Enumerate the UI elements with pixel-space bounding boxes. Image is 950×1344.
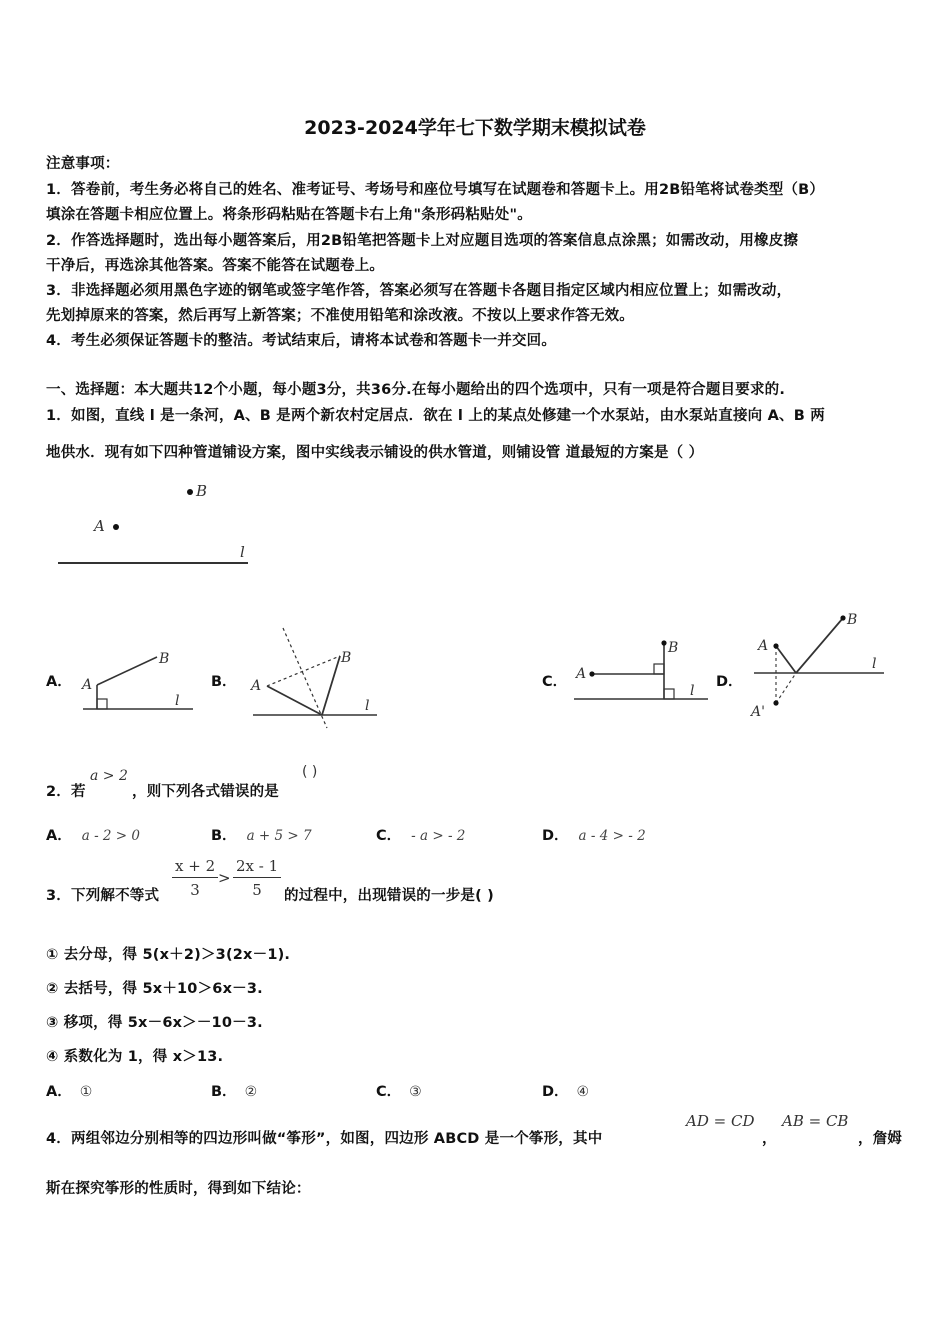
notice-heading: 注意事项： bbox=[46, 156, 120, 172]
notice-line: 2．作答选择题时，选出每小题答案后，用2B铅笔把答题卡上对应题目选项的答案信息点涂黑；如需改动，用橡皮擦 bbox=[46, 233, 799, 249]
svg-text:B: B bbox=[341, 650, 352, 666]
svg-text:A: A bbox=[82, 677, 93, 693]
svg-text:l: l bbox=[872, 656, 877, 672]
option-label: A． bbox=[46, 828, 72, 844]
q3-fraction-left bbox=[172, 857, 218, 899]
option-label: C． bbox=[376, 828, 402, 844]
fraction-numerator: x + 2 bbox=[172, 857, 218, 878]
option-label: C． bbox=[376, 1084, 402, 1100]
q4-text-line2: 斯在探究筝形的性质时，得到如下结论： bbox=[46, 1181, 311, 1197]
fraction-denominator: 3 bbox=[190, 881, 200, 899]
label-b: B bbox=[196, 482, 208, 500]
q2-option-a bbox=[46, 824, 140, 845]
fraction-denominator: 5 bbox=[252, 881, 262, 899]
option-label: D． bbox=[542, 1084, 569, 1100]
q4-comma: ， bbox=[762, 1131, 777, 1147]
option-value: a + 5 > 7 bbox=[246, 828, 312, 844]
q1-option-b-label: B． bbox=[211, 674, 237, 690]
svg-text:l: l bbox=[175, 693, 180, 709]
q2-option-b bbox=[211, 824, 312, 845]
q3-suffix: 的过程中，出现错误的一步是( ) bbox=[284, 888, 495, 904]
notice-line: 先划掉原来的答案，然后再写上新答案；不准使用铅笔和涂改液。不按以上要求作答无效。 bbox=[46, 308, 634, 324]
svg-text:A: A bbox=[758, 638, 769, 654]
option-label: D． bbox=[542, 828, 569, 844]
notice-line: 1．答卷前，考生务必将自己的姓名、准考证号、考场号和座位号填写在试题卷和答题卡上。用2B铅笔将试卷类型（B） bbox=[46, 182, 825, 198]
label-l: l bbox=[240, 543, 245, 561]
page-title: 2023-2024学年七下数学期末模拟试卷 bbox=[304, 117, 646, 139]
q1-option-d-label: D． bbox=[716, 674, 743, 690]
svg-text:B: B bbox=[847, 612, 858, 628]
q1-main-figure bbox=[50, 475, 260, 575]
svg-text:A: A bbox=[251, 678, 262, 694]
svg-text:l: l bbox=[365, 698, 370, 714]
q3-option-b bbox=[211, 1080, 257, 1101]
q2-suffix: ，则下列各式错误的是 bbox=[132, 784, 279, 800]
q3-step-3: ③ 移项，得 5x－6x＞－10－3. bbox=[46, 1015, 263, 1031]
q3-step-4: ④ 系数化为 1，得 x＞13. bbox=[46, 1049, 224, 1065]
svg-text:l: l bbox=[690, 683, 695, 699]
option-value: ④ bbox=[576, 1084, 590, 1100]
section-heading: 一、选择题：本大题共12个小题，每小题3分，共36分.在每小题给出的四个选项中，只有一项是符合题目要求的. bbox=[46, 382, 786, 398]
q1-text-line1: 1．如图，直线 l 是一条河，A、B 是两个新农村定居点．欲在 l 上的某点处修建一个水泵站，由水泵站直接向 A、B 两 bbox=[46, 408, 825, 424]
label-a: A bbox=[94, 517, 105, 535]
svg-text:A: A bbox=[576, 666, 587, 682]
q1-option-c-label: C． bbox=[542, 674, 568, 690]
q3-option-d bbox=[542, 1080, 589, 1101]
q4-condition-ab-cb: AB = CB bbox=[782, 1112, 849, 1130]
option-value: - a > - 2 bbox=[411, 828, 466, 844]
q3-option-c bbox=[376, 1080, 422, 1101]
q4-text-line1: 4．两组邻边分别相等的四边形叫做“筝形”，如图，四边形 ABCD 是一个筝形，其中 bbox=[46, 1131, 603, 1147]
option-label: B． bbox=[211, 828, 237, 844]
notice-line: 3．非选择题必须用黑色字迹的钢笔或签字笔作答，答案必须写在答题卡各题目指定区域内相应位置上；如需改动， bbox=[46, 283, 792, 299]
option-value: ① bbox=[79, 1084, 93, 1100]
q4-text-tail: ，詹姆 bbox=[858, 1131, 903, 1147]
q3-fraction-right bbox=[233, 857, 281, 899]
q3-step-1: ① 去分母，得 5(x＋2)＞3(2x－1). bbox=[46, 947, 291, 963]
option-label: A． bbox=[46, 1084, 72, 1100]
option-value: a - 2 > 0 bbox=[81, 828, 140, 844]
q1-option-b-figure bbox=[245, 620, 385, 730]
q1-text-line2: 地供水．现有如下四种管道铺设方案，图中实线表示铺设的供水管道，则铺设管 道最短的方案是（ ） bbox=[46, 445, 704, 461]
q3-step-2: ② 去括号，得 5x＋10＞6x－3. bbox=[46, 981, 263, 997]
notice-line: 干净后，再选涂其他答案。答案不能答在试题卷上。 bbox=[46, 258, 385, 274]
svg-text:B: B bbox=[159, 651, 170, 667]
q2-option-c bbox=[376, 824, 465, 845]
option-value: ② bbox=[244, 1084, 258, 1100]
notice-line: 填涂在答题卡相应位置上。将条形码粘贴在答题卡右上角"条形码粘贴处"。 bbox=[46, 207, 532, 223]
svg-text:A': A' bbox=[751, 704, 765, 720]
q4-condition-ad-cd: AD = CD bbox=[686, 1112, 755, 1130]
q1-option-a-figure bbox=[75, 645, 200, 720]
option-label: B． bbox=[211, 1084, 237, 1100]
q2-prefix: 2．若 bbox=[46, 784, 86, 800]
q2-answer-paren: ( ) bbox=[302, 764, 318, 780]
option-value: a - 4 > - 2 bbox=[578, 828, 646, 844]
q2-option-d bbox=[542, 824, 646, 845]
q3-option-a bbox=[46, 1080, 92, 1101]
q3-operator: > bbox=[218, 869, 231, 887]
svg-text:B: B bbox=[668, 640, 679, 656]
q1-option-c-figure bbox=[572, 635, 712, 705]
q1-option-d-figure bbox=[748, 600, 893, 725]
point-a bbox=[113, 524, 119, 530]
q2-condition: a > 2 bbox=[90, 768, 128, 784]
point-b bbox=[187, 489, 193, 495]
option-value: ③ bbox=[409, 1084, 422, 1100]
q3-prefix: 3．下列解不等式 bbox=[46, 888, 160, 904]
q1-option-a-label: A． bbox=[46, 674, 72, 690]
notice-line: 4．考生必须保证答题卡的整洁。考试结束后，请将本试卷和答题卡一并交回。 bbox=[46, 333, 557, 349]
fraction-numerator: 2x - 1 bbox=[233, 857, 281, 878]
